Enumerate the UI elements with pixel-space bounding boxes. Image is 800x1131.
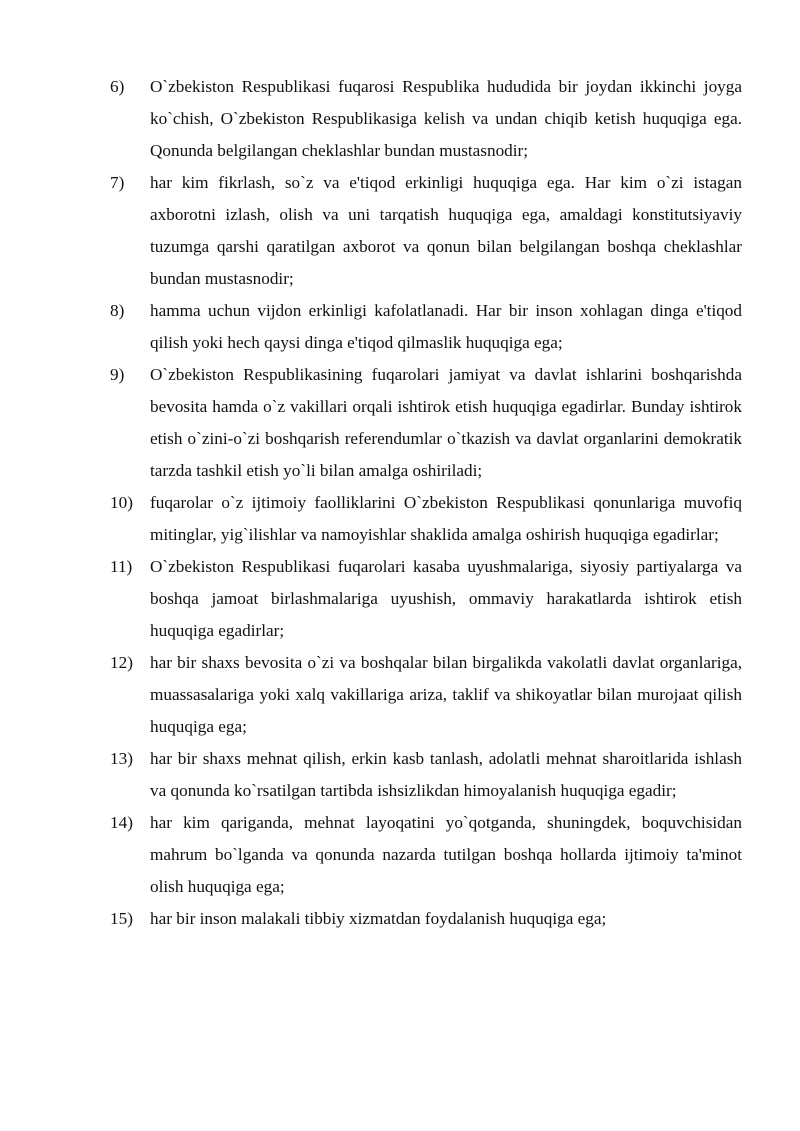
item-number: 9) (110, 365, 125, 384)
item-number: 10) (110, 493, 133, 512)
item-number: 8) (110, 301, 125, 320)
item-number: 13) (110, 749, 133, 768)
list-item (110, 903, 742, 935)
item-number: 15) (110, 909, 133, 928)
item-text: har bir inson malakali tibbiy xizmatdan foydalanish huquqiga ega; (150, 909, 607, 928)
list-item (110, 359, 742, 487)
list-item (110, 487, 742, 551)
rights-list (110, 71, 742, 935)
list-item (110, 743, 742, 807)
item-text: hamma uchun vijdon erkinligi kafolatlanadi. Har bir inson xohlagan dinga e'tiqod qilish yoki hech qaysi dinga e'tiqod qilmaslik huquqiga ega; (150, 301, 742, 352)
item-text: O`zbekiston Respublikasining fuqarolari jamiyat va davlat ishlarini boshqarishda bevosita hamda o`z vakillari orqali ishtirok etish huquqiga egadirlar. Bunday ishtirok etish o`zini-o`zi boshqarish referendumlar o`tkazish va davlat organlarini demokratik tarzda tashkil etish yo`li bilan amalga oshiriladi; (150, 365, 742, 480)
list-item (110, 167, 742, 295)
list-item (110, 295, 742, 359)
item-number: 12) (110, 653, 133, 672)
list-item (110, 647, 742, 743)
list-item (110, 807, 742, 903)
item-text: har kim qariganda, mehnat layoqatini yo`qotganda, shuningdek, boquvchisidan mahrum bo`lganda va qonunda nazarda tutilgan boshqa hollarda ijtimoiy ta'minot olish huquqiga ega; (150, 813, 742, 896)
list-item (110, 551, 742, 647)
item-number: 14) (110, 813, 133, 832)
item-text: har kim fikrlash, so`z va e'tiqod erkinligi huquqiga ega. Har kim o`zi istagan axborotni izlash, olish va uni tarqatish huquqiga ega, amaldagi konstitutsiyaviy tuzumga qarshi qaratilgan axborot va qonun bilan belgilangan boshqa cheklashlar bundan mustasnodir; (150, 173, 742, 288)
item-number: 11) (110, 557, 133, 576)
item-number: 6) (110, 77, 125, 96)
item-text: har bir shaxs bevosita o`zi va boshqalar bilan birgalikda vakolatli davlat organlariga, muassasalariga yoki xalq vakillariga ariza, taklif va shikoyatlar bilan murojaat qilish huquqiga ega; (150, 653, 742, 736)
item-text: har bir shaxs mehnat qilish, erkin kasb tanlash, adolatli mehnat sharoitlarida ishlash va qonunda ko`rsatilgan tartibda ishsizlikdan himoyalanish huquqiga egadir; (150, 749, 742, 800)
item-text: O`zbekiston Respublikasi fuqarosi Respublika hududida bir joydan ikkinchi joyga ko`chish, O`zbekiston Respublikasiga kelish va undan chiqib ketish huquqiga ega. Qonunda belgilangan cheklashlar bundan mustasnodir; (150, 77, 742, 160)
item-text: fuqarolar o`z ijtimoiy faolliklarini O`zbekiston Respublikasi qonunlariga muvofiq mitinglar, yig`ilishlar va namoyishlar shaklida amalga oshirish huquqiga egadirlar; (150, 493, 742, 544)
item-number: 7) (110, 173, 125, 192)
list-item (110, 71, 742, 167)
item-text: O`zbekiston Respublikasi fuqarolari kasaba uyushmalariga, siyosiy partiyalarga va boshqa jamoat birlashmalariga uyushish, ommaviy harakatlarda ishtirok etish huquqiga egadirlar; (150, 557, 742, 640)
